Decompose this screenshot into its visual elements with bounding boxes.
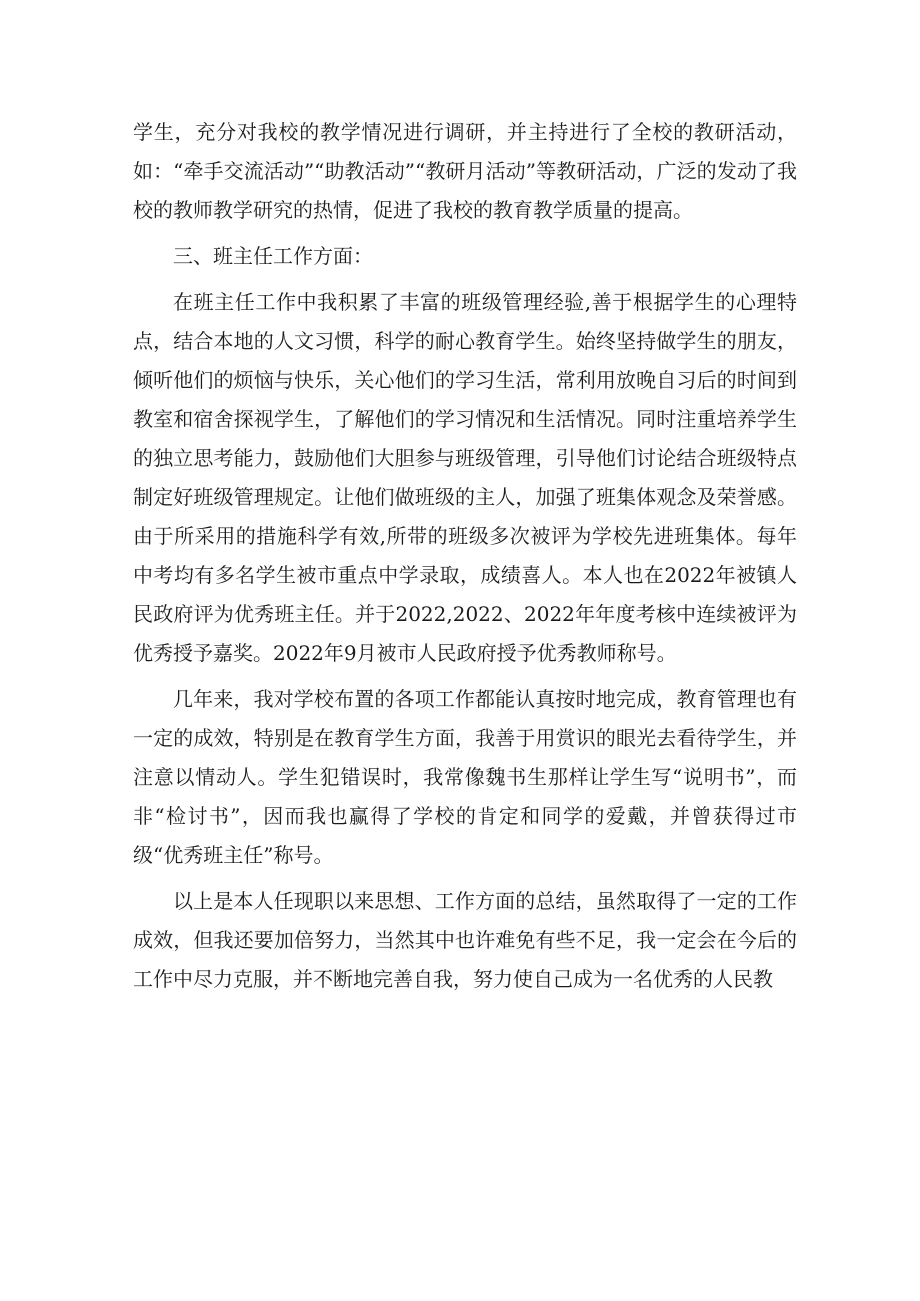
- paragraph-continuation: 学生，充分对我校的教学情况进行调研，并主持进行了全校的教研活动，如：“牵手交流活动”“助教活动”“教研月活动”等教研活动，广泛的发动了我校的教师教学研究的热情，促进了我校的教育教学质量的提高。: [133, 120, 797, 222]
- paragraph-recent-years: 几年来，我对学校布置的各项工作都能认真按时地完成，教育管理也有一定的成效，特别是在教育学生方面，我善于用赏识的眼光去看待学生，并注意以情动人。学生犯错误时，我常像魏书生那样让学生写“说明书”，而非“检讨书”，因而我也赢得了学校的肯定和同学的爱戴，并曾获得过市级“优秀班主任”称号。: [133, 687, 797, 867]
- section-heading-class-teacher: 三、班主任工作方面：: [173, 244, 373, 268]
- document-body: [133, 113, 797, 999]
- paragraph-summary: 以上是本人任现职以来思想、工作方面的总结，虽然取得了一定的工作成效，但我还要加倍努力，当然其中也许难免有些不足，我一定会在今后的工作中尽力克服，并不断地完善自我，努力使自己成为一名优秀的人民教: [133, 889, 797, 991]
- paragraph-class-teacher-work: 在班主任工作中我积累了丰富的班级管理经验,善于根据学生的心理特点，结合本地的人文习惯，科学的耐心教育学生。始终坚持做学生的朋友，倾听他们的烦恼与快乐，关心他们的学习生活，常利用放晚自习后的时间到教室和宿舍探视学生，了解他们的学习情况和生活情况。同时注重培养学生的独立思考能力，鼓励他们大胆参与班级管理，引导他们讨论结合班级特点制定好班级管理规定。让他们做班级的主人，加强了班集体观念及荣誉感。由于所采用的措施科学有效,所带的班级多次被评为学校先进班集体。每年中考均有多名学生被市重点中学录取，成绩喜人。本人也在2022年被镇人民政府评为优秀班主任。并于2022,2022、2022年年度考核中连续被评为优秀授予嘉奖。2022年9月被市人民政府授予优秀教师称号。: [133, 290, 797, 665]
